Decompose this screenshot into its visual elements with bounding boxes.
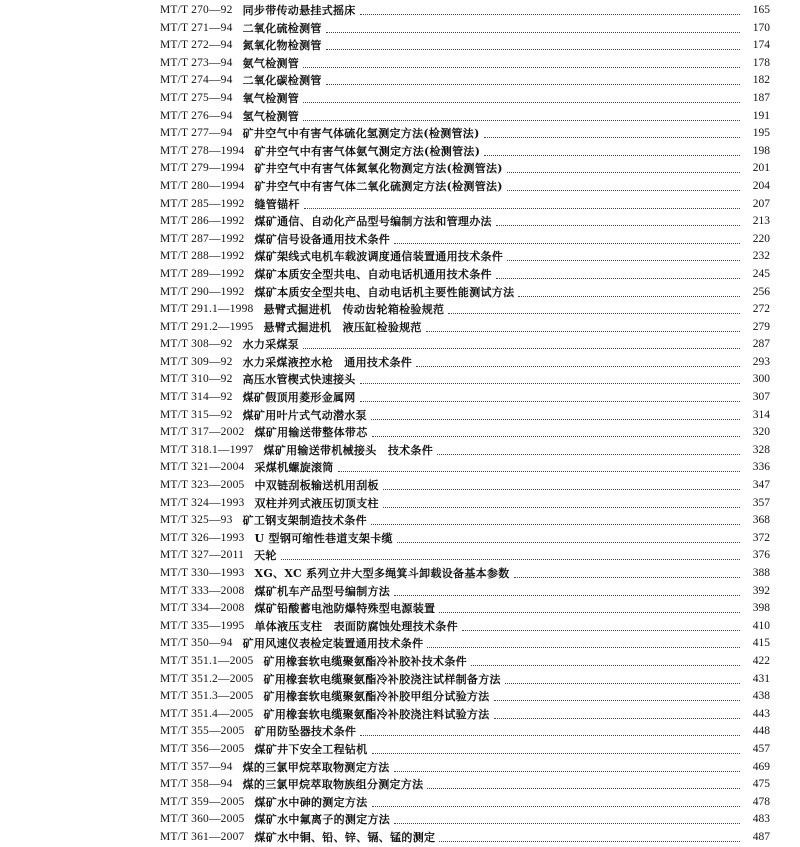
standard-title: 悬臂式掘进机 传动齿轮箱检验规范 — [263, 303, 445, 317]
dot-leader — [505, 683, 740, 684]
page-number: 320 — [752, 426, 770, 439]
page-number: 398 — [752, 602, 770, 615]
dot-leader — [281, 559, 740, 560]
toc-entry — [0, 723, 800, 741]
page-number: 336 — [752, 461, 770, 474]
standard-code: MT/T 280—1994 — [160, 179, 245, 192]
standard-title: 煤矿用输送带机械接头 技术条件 — [263, 443, 434, 457]
standard-code: MT/T 314—92 — [160, 391, 233, 404]
standard-title: XG、XC 系列立井大型多绳箕斗卸载设备基本参数 — [254, 567, 510, 580]
dot-leader — [462, 630, 740, 631]
toc-entry — [0, 20, 800, 38]
standard-title: 氨气检测管 — [242, 56, 300, 70]
page-number: 475 — [752, 778, 770, 791]
standard-title: 煤矿水中铜、铅、锌、镉、锰的测定 — [254, 830, 436, 844]
toc-entry — [0, 407, 800, 425]
toc-entry — [0, 301, 800, 319]
standard-title: 矿工钢支架制造技术条件 — [242, 514, 367, 528]
page-number: 165 — [752, 4, 770, 16]
page-number: 469 — [752, 760, 770, 773]
page-number: 478 — [752, 795, 770, 808]
dot-leader — [494, 700, 740, 701]
standard-title: 矿用橡套软电缆聚氨酯冷补胶浇注试样制备方法 — [263, 672, 501, 686]
toc-entry — [0, 829, 800, 847]
page-number: 376 — [752, 549, 770, 562]
standard-title: 煤矿用输送带整体带芯 — [254, 426, 368, 440]
page-number: 438 — [752, 690, 770, 703]
standard-code: MT/T 274—94 — [160, 74, 233, 87]
standard-title: 氧气检测管 — [242, 91, 300, 105]
standard-title: 氢气检测管 — [242, 109, 300, 123]
toc-entry — [0, 178, 800, 196]
page-number: 174 — [752, 39, 770, 52]
dot-leader — [426, 331, 740, 332]
standard-code: MT/T 308—92 — [160, 338, 233, 351]
dot-leader — [507, 190, 740, 191]
dot-leader — [514, 577, 740, 578]
toc-entry — [0, 477, 800, 495]
toc-entry — [0, 671, 800, 689]
toc-entry — [0, 547, 800, 565]
page-number: 170 — [752, 21, 770, 34]
page-number: 187 — [752, 91, 770, 104]
standard-title: 同步带传动悬挂式摇床 — [242, 4, 356, 17]
dot-leader — [507, 172, 740, 173]
standard-code: MT/T 351.2—2005 — [160, 672, 254, 685]
toc-entry — [0, 266, 800, 284]
toc-entry — [0, 424, 800, 442]
page-number: 207 — [752, 197, 770, 210]
dot-leader — [383, 507, 740, 508]
toc-entry — [0, 160, 800, 178]
dot-leader — [496, 278, 740, 279]
standard-code: MT/T 287—1992 — [160, 232, 245, 245]
toc-entry — [0, 583, 800, 601]
standard-code: MT/T 277—94 — [160, 127, 233, 140]
standard-title: 水力采煤泵 — [242, 338, 300, 352]
toc-entry — [0, 635, 800, 653]
standard-title: 煤的三氯甲烷萃取物测定方法 — [242, 760, 390, 774]
standard-code: MT/T 291.1—1998 — [160, 303, 254, 316]
toc-entry — [0, 55, 800, 73]
standard-title: 矿井空气中有害气体氮氧化物测定方法(检测管法) — [254, 162, 503, 176]
toc-entry — [0, 389, 800, 407]
page-number: 245 — [752, 267, 770, 280]
toc-entry — [0, 811, 800, 829]
toc-entry — [0, 371, 800, 389]
standard-code: MT/T 275—94 — [160, 91, 233, 104]
standard-code: MT/T 333—2008 — [160, 584, 245, 597]
toc-entry — [0, 600, 800, 618]
page-number: 372 — [752, 531, 770, 544]
toc-entry — [0, 125, 800, 143]
standard-code: MT/T 356—2005 — [160, 742, 245, 755]
toc-entry — [0, 90, 800, 108]
toc-entry — [0, 565, 800, 583]
standard-code: MT/T 309—92 — [160, 355, 233, 368]
standard-title: 煤矿水中砷的测定方法 — [254, 795, 368, 809]
toc-entry — [0, 794, 800, 812]
dot-leader — [360, 14, 740, 15]
dot-leader — [326, 32, 740, 33]
standard-code: MT/T 358—94 — [160, 778, 233, 791]
page-number: 195 — [752, 127, 770, 140]
standard-code: MT/T 357—94 — [160, 760, 233, 773]
toc-entry — [0, 459, 800, 477]
page-number: 457 — [752, 742, 770, 755]
page-number: 198 — [752, 144, 770, 157]
dot-leader — [518, 296, 740, 297]
standard-title: 高压水管楔式快速接头 — [242, 373, 356, 387]
page-number: 279 — [752, 320, 770, 333]
page-number: 388 — [752, 567, 770, 579]
page-number: 201 — [752, 162, 770, 175]
dot-leader — [439, 841, 740, 842]
page-number: 487 — [752, 830, 770, 843]
dot-leader — [371, 524, 740, 525]
dot-leader — [494, 718, 740, 719]
standard-code: MT/T 291.2—1995 — [160, 320, 254, 333]
toc-entry — [0, 336, 800, 354]
standard-title: 水力采煤液控水枪 通用技术条件 — [242, 355, 413, 369]
standard-title: 煤矿假顶用菱形金属网 — [242, 391, 356, 405]
standard-title: 单体液压支柱 表面防腐蚀处理技术条件 — [254, 619, 458, 633]
standard-title: 煤矿铅酸蓄电池防爆特殊型电源装置 — [254, 602, 436, 616]
dot-leader — [303, 102, 740, 103]
standard-code: MT/T 285—1992 — [160, 197, 245, 210]
dot-leader — [439, 612, 740, 613]
toc-entry — [0, 776, 800, 794]
page-number: 328 — [752, 443, 770, 456]
standard-code: MT/T 334—2008 — [160, 602, 245, 615]
dot-leader — [416, 366, 740, 367]
toc-entry — [0, 248, 800, 266]
page-number: 191 — [752, 109, 770, 122]
dot-leader — [326, 84, 740, 85]
standard-code: MT/T 317—2002 — [160, 426, 245, 439]
standard-title: 矿用橡套软电缆聚氨酯冷补胶甲组分试验方法 — [263, 690, 490, 704]
dot-leader — [427, 647, 740, 648]
toc-entry — [0, 512, 800, 530]
toc-entry — [0, 354, 800, 372]
dot-leader — [394, 243, 740, 244]
page-number: 182 — [752, 74, 770, 87]
toc-entry — [0, 688, 800, 706]
standard-title: U 型钢可缩性巷道支架卡缆 — [254, 531, 393, 545]
dot-leader — [484, 137, 740, 138]
toc-entry — [0, 319, 800, 337]
standard-title: 中双链刮板输送机用刮板 — [254, 479, 379, 493]
standard-title: 煤矿机车产品型号编制方法 — [254, 584, 391, 598]
standard-title: 矿井空气中有害气体氨气测定方法(检测管法) — [254, 144, 481, 158]
dot-leader — [326, 49, 740, 50]
dot-leader — [360, 735, 740, 736]
toc-entry — [0, 618, 800, 636]
dot-leader — [383, 489, 740, 490]
standard-code: MT/T 273—94 — [160, 56, 233, 69]
standard-code: MT/T 276—94 — [160, 109, 233, 122]
standard-code: MT/T 335—1995 — [160, 619, 245, 632]
standard-title: 煤矿信号设备通用技术条件 — [254, 232, 391, 246]
toc-entry — [0, 213, 800, 231]
page-number: 431 — [752, 672, 770, 685]
toc-entry — [0, 143, 800, 161]
standard-code: MT/T 360—2005 — [160, 813, 245, 826]
standard-code: MT/T 359—2005 — [160, 795, 245, 808]
dot-leader — [496, 225, 740, 226]
dot-leader — [360, 401, 740, 402]
standard-code: MT/T 315—92 — [160, 408, 233, 421]
dot-leader — [437, 454, 740, 455]
page-number: 178 — [752, 56, 770, 69]
page-number: 272 — [752, 303, 770, 316]
standard-code: MT/T 321—2004 — [160, 461, 245, 474]
page-number: 314 — [752, 408, 770, 421]
page-number: 256 — [752, 285, 770, 298]
page-number: 300 — [752, 373, 770, 386]
page-number: 357 — [752, 496, 770, 509]
dot-leader — [507, 260, 740, 261]
standard-code: MT/T 361—2007 — [160, 830, 245, 843]
dot-leader — [471, 665, 740, 666]
toc-entry — [0, 653, 800, 671]
toc-entry — [0, 495, 800, 513]
standard-title: 煤矿本质安全型共电、自动电话机通用技术条件 — [254, 267, 492, 281]
standard-code: MT/T 323—2005 — [160, 479, 245, 492]
standard-code: MT/T 310—92 — [160, 373, 233, 386]
standard-title: 煤矿水中氟离子的测定方法 — [254, 813, 391, 827]
standard-code: MT/T 318.1—1997 — [160, 443, 254, 456]
standard-code: MT/T 290—1992 — [160, 285, 245, 298]
page-number: 448 — [752, 725, 770, 738]
standard-code: MT/T 351.3—2005 — [160, 690, 254, 703]
toc-entry — [0, 196, 800, 214]
toc-entry — [0, 530, 800, 548]
dot-leader — [394, 823, 740, 824]
dot-leader — [448, 313, 740, 314]
standard-title: 采煤机螺旋滚筒 — [254, 461, 334, 475]
page-number: 293 — [752, 355, 770, 368]
dot-leader — [372, 806, 741, 807]
standard-title: 矿用防坠器技术条件 — [254, 725, 357, 739]
page-number: 392 — [752, 584, 770, 597]
page-number: 410 — [752, 619, 770, 632]
standard-code: MT/T 326—1993 — [160, 531, 245, 544]
toc-entry — [0, 284, 800, 302]
page-number: 287 — [752, 338, 770, 351]
standard-code: MT/T 278—1994 — [160, 144, 245, 157]
page-number: 368 — [752, 514, 770, 527]
standard-title: 煤矿通信、自动化产品型号编制方法和管理办法 — [254, 215, 492, 229]
standard-title: 悬臂式掘进机 液压缸检验规范 — [263, 320, 422, 334]
dot-leader — [397, 542, 740, 543]
standard-code: MT/T 279—1994 — [160, 162, 245, 175]
dot-leader — [303, 120, 740, 121]
page-number: 347 — [752, 479, 770, 492]
standard-title: 煤矿用叶片式气动潜水泵 — [242, 408, 367, 422]
standard-code: MT/T 271—94 — [160, 21, 233, 34]
toc-entry — [0, 108, 800, 126]
page-number: 220 — [752, 232, 770, 245]
standard-title: 矿用橡套软电缆聚氨酯冷补胶补技术条件 — [263, 654, 467, 668]
standard-code: MT/T 355—2005 — [160, 725, 245, 738]
page-number: 415 — [752, 637, 770, 650]
standard-title: 二氧化硫检测管 — [242, 21, 322, 35]
standard-code: MT/T 325—93 — [160, 514, 233, 527]
standard-code: MT/T 327—2011 — [160, 549, 245, 562]
standard-code: MT/T 288—1992 — [160, 250, 245, 263]
page-number: 204 — [752, 179, 770, 192]
toc-entry — [0, 37, 800, 55]
standard-code: MT/T 289—1992 — [160, 267, 245, 280]
dot-leader — [394, 771, 741, 772]
standard-title: 煤的三氯甲烷萃取物族组分测定方法 — [242, 778, 424, 792]
standard-title: 矿井空气中有害气体硫化氢测定方法(检测管法) — [242, 127, 480, 141]
standard-code: MT/T 270—92 — [160, 4, 233, 16]
standard-title: 矿用橡套软电缆聚氨酯冷补胶浇注料试验方法 — [263, 707, 490, 721]
dot-leader — [427, 788, 740, 789]
toc-entry — [0, 72, 800, 90]
standard-title: 煤矿架线式电机车载波调度通信装置通用技术条件 — [254, 250, 504, 264]
standard-code: MT/T 350—94 — [160, 637, 233, 650]
toc-entry — [0, 741, 800, 759]
page-number: 422 — [752, 654, 770, 667]
toc-entry — [0, 231, 800, 249]
standard-title: 煤矿本质安全型共电、自动电话机主要性能测试方法 — [254, 285, 515, 299]
standard-title: 矿用风速仪表检定装置通用技术条件 — [242, 637, 424, 651]
page-number: 443 — [752, 707, 770, 720]
standard-code: MT/T 351.1—2005 — [160, 654, 254, 667]
page-number: 213 — [752, 215, 770, 228]
standard-code: MT/T 351.4—2005 — [160, 707, 254, 720]
toc-entry — [0, 759, 800, 777]
standard-title: 双柱并列式液压切顶支柱 — [254, 496, 379, 510]
dot-leader — [303, 67, 740, 68]
dot-leader — [304, 208, 740, 209]
dot-leader — [360, 383, 740, 384]
standard-code: MT/T 330—1993 — [160, 567, 245, 579]
standard-code: MT/T 286—1992 — [160, 215, 245, 228]
standard-title: 煤矿井下安全工程钻机 — [254, 742, 368, 756]
dot-leader — [394, 595, 740, 596]
dot-leader — [338, 471, 740, 472]
standard-code: MT/T 272—94 — [160, 39, 233, 52]
standard-code: MT/T 324—1993 — [160, 496, 245, 509]
page-number: 483 — [752, 813, 770, 826]
page-number: 307 — [752, 391, 770, 404]
toc-entry — [0, 2, 800, 20]
standard-title: 天轮 — [254, 549, 277, 563]
dot-leader — [484, 155, 740, 156]
standard-title: 二氧化碳检测管 — [242, 74, 322, 88]
dot-leader — [372, 436, 741, 437]
standard-title: 缝管锚杆 — [254, 197, 300, 211]
dot-leader — [371, 419, 740, 420]
dot-leader — [372, 753, 741, 754]
toc-entry — [0, 442, 800, 460]
toc-entry — [0, 706, 800, 724]
page-number: 232 — [752, 250, 770, 263]
dot-leader — [303, 348, 740, 349]
standard-title: 氮氧化物检测管 — [242, 39, 322, 53]
standard-title: 矿井空气中有害气体二氧化硫测定方法(检测管法) — [254, 179, 503, 193]
